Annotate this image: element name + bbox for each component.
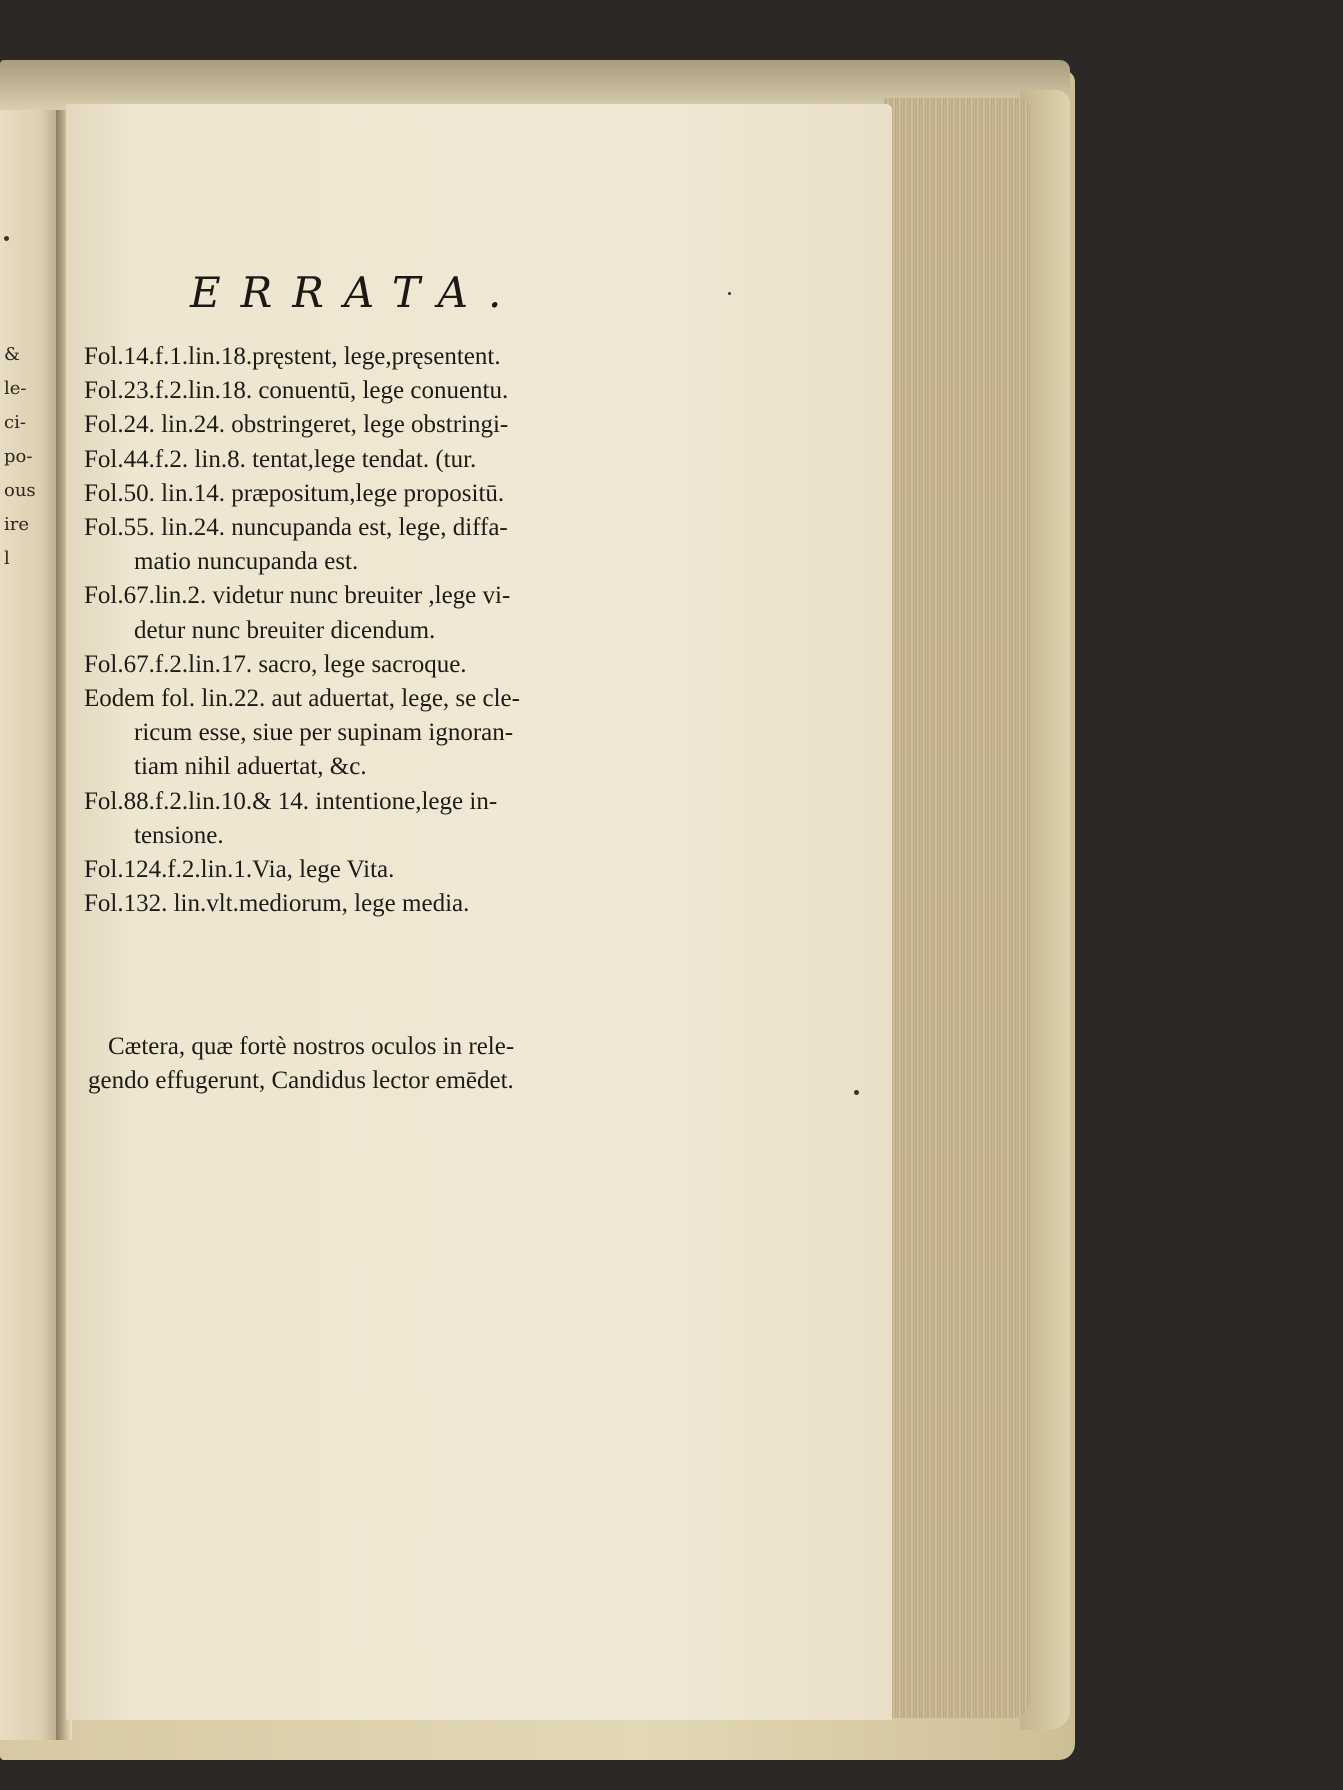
closing-line: gendo effugerunt, Candidus lector emēdet. [88,1067,514,1094]
left-page [0,110,58,1740]
errata-line-continuation: ricum esse, siue per supinam ignoran- [134,719,514,747]
left-page-fragment: ous [4,480,36,501]
errata-line: Fol.23.f.2.lin.18. conuentū, lege conuentu. [84,377,509,405]
errata-line: Fol.55. lin.24. nuncupanda est, lege, diffa- [84,514,508,542]
closing-line: Cætera, quæ fortè nostros oculos in rele- [108,1033,515,1060]
left-page-fragment: l [4,548,10,569]
closing-note [88,1030,648,1098]
left-page-fragment: le- [4,378,27,399]
errata-line: Eodem fol. lin.22. aut aduertat, lege, se cle- [84,685,520,713]
errata-line: Fol.132. lin.vlt.mediorum, lege media. [84,890,470,918]
book-page-edges [884,98,1030,1718]
errata-line: Fol.44.f.2. lin.8. tentat,lege tendat. (tur. [84,445,477,473]
errata-line: Fol.88.f.2.lin.10.& 14. intentione,lege in- [84,787,498,815]
errata-line: Fol.67.lin.2. videtur nunc breuiter ,lege vi- [84,582,511,610]
errata-line-continuation: tensione. [134,821,224,849]
ink-speck [728,292,731,295]
errata-line-continuation: detur nunc breuiter dicendum. [134,616,436,644]
left-page-fragment: & [4,344,21,365]
errata-line: Fol.67.f.2.lin.17. sacro, lege sacroque. [84,650,467,678]
errata-line: Fol.50. lin.14. præpositum,lege propositū. [84,479,505,507]
errata-line-continuation: matio nuncupanda est. [134,548,359,576]
ink-speck [854,1090,859,1095]
errata-line-continuation: tiam nihil aduertat, &c. [134,753,367,781]
left-page-fragment: ci- [4,412,26,433]
page-title: ERRATA. [190,268,522,317]
errata-list [84,340,654,921]
errata-line: Fol.124.f.2.lin.1.Via, lege Vita. [84,856,395,884]
ink-speck [4,236,9,241]
errata-line: Fol.14.f.1.lin.18.pręstent, lege,pręsentent. [84,343,501,370]
errata-line: Fol.24. lin.24. obstringeret, lege obstringi- [84,411,509,439]
left-page-fragment: ire [4,514,30,535]
left-page-fragment: po- [4,446,33,467]
